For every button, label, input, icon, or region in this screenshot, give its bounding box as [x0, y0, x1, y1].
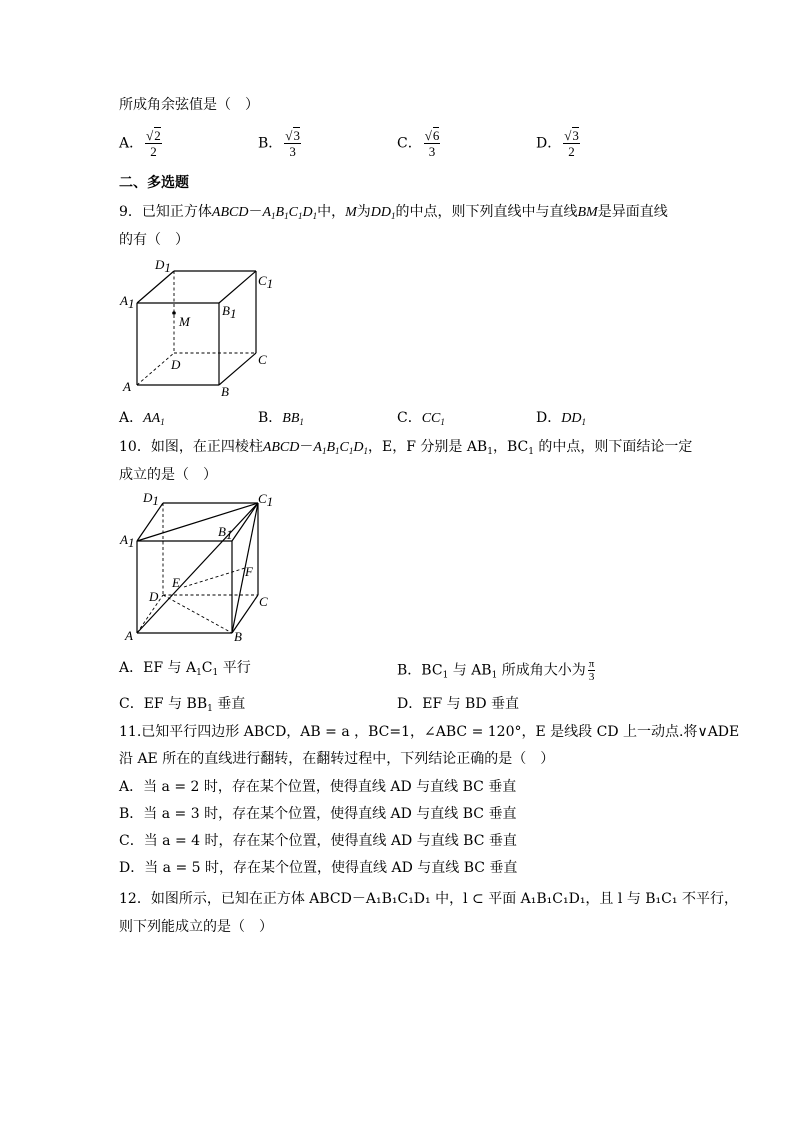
q10-option-d[interactable]: D．EF 与 BD 垂直	[397, 696, 520, 712]
label-c1: C1	[258, 273, 274, 291]
q8-tail: 所成角余弦值是（ ）	[119, 97, 259, 113]
q9-option-b[interactable]: B．$BB_1$	[258, 410, 304, 427]
q9-cube-figure	[115, 255, 285, 400]
q11-option-b[interactable]: B．当 a = 3 时，存在某个位置，使得直线 AD 与直线 BC 垂直	[119, 806, 517, 822]
q8-option-d[interactable]: D． $\frac{√3}{2}$	[536, 128, 579, 159]
q11-option-c[interactable]: C．当 a = 4 时，存在某个位置，使得直线 AD 与直线 BC 垂直	[119, 833, 517, 849]
q8-option-a[interactable]: A． $\frac{√2}{2}$	[119, 128, 161, 159]
q9-option-c[interactable]: C．$CC_1$	[397, 410, 445, 427]
q10-option-a[interactable]: A．EF 与 $A_1C_1$ 平行	[119, 660, 251, 678]
q12-stem-line2: 则下列能成立的是（ ）	[119, 919, 273, 935]
label-a1: A1	[120, 293, 135, 311]
label-b: B	[234, 629, 242, 644]
label-a1: A1	[120, 532, 135, 550]
q9-option-a[interactable]: A．$AA_1$	[119, 410, 165, 427]
label-d1: D1	[143, 490, 159, 508]
section-heading-multiple-choice: 二、多选题	[119, 175, 189, 191]
label-a: A	[125, 628, 133, 643]
q10-stem-line2: 成立的是（ ）	[119, 467, 217, 483]
q8-option-c[interactable]: C． $\frac{√6}{3}$	[397, 128, 440, 159]
q10-option-c[interactable]: C．EF 与 $BB_1$ 垂直	[119, 696, 246, 714]
label-c1: C1	[258, 491, 274, 509]
q9-stem-line1: 9．已知正方体$ABCD-A_1B_1C_1D_1$中，M为$DD_1$的中点，则下列直线中与直线BM是异面直线	[119, 204, 668, 221]
q11-option-d[interactable]: D．当 a = 5 时，存在某个位置，使得直线 AD 与直线 BC 垂直	[119, 860, 518, 876]
label-d: D	[171, 357, 181, 372]
label-d1: D1	[155, 257, 171, 275]
label-d: D	[149, 589, 159, 604]
q11-option-a[interactable]: A．当 a = 2 时，存在某个位置，使得直线 AD 与直线 BC 垂直	[119, 779, 517, 795]
q10-prism-figure	[115, 488, 285, 648]
label-b: B	[221, 384, 229, 399]
label-b1: B1	[218, 524, 233, 542]
q12-stem-line1: 12．如图所示，已知在正方体 ABCD－A₁B₁C₁D₁ 中，l ⊂ 平面 A₁B₁C₁D₁，且 l 与 B₁C₁ 不平行，	[119, 891, 738, 907]
label-b1: B1	[222, 303, 237, 321]
label-m: M	[179, 314, 190, 329]
label-e: E	[172, 575, 180, 590]
q11-stem-line2: 沿 AE 所在的直线进行翻转，在翻转过程中，下列结论正确的是（ ）	[119, 751, 555, 767]
q11-stem-line1: 11.已知平行四边形 ABCD，AB = a ，BC=1，∠ABC = 120°，E 是线段 CD 上一动点.将∨ADE	[119, 724, 740, 740]
q10-option-b[interactable]: B．$BC_1$ 与 $AB_1$ 所成角大小为 $\frac{\pi}{3}$	[397, 658, 595, 683]
point-m	[172, 311, 176, 315]
q10-stem-line1: 10．如图，在正四棱柱$ABCD-A_1B_1C_1D_1$，E，F 分别是 $AB_1$，$BC_1$ 的中点，则下面结论一定	[119, 439, 693, 457]
label-f: F	[245, 564, 253, 579]
q8-option-b[interactable]: B． $\frac{√3}{3}$	[258, 128, 300, 159]
label-c: C	[258, 352, 267, 367]
q9-option-d[interactable]: D．$DD_1$	[536, 410, 586, 427]
label-c: C	[259, 594, 268, 609]
label-a: A	[123, 379, 131, 394]
q9-stem-line2: 的有（ ）	[119, 232, 189, 248]
